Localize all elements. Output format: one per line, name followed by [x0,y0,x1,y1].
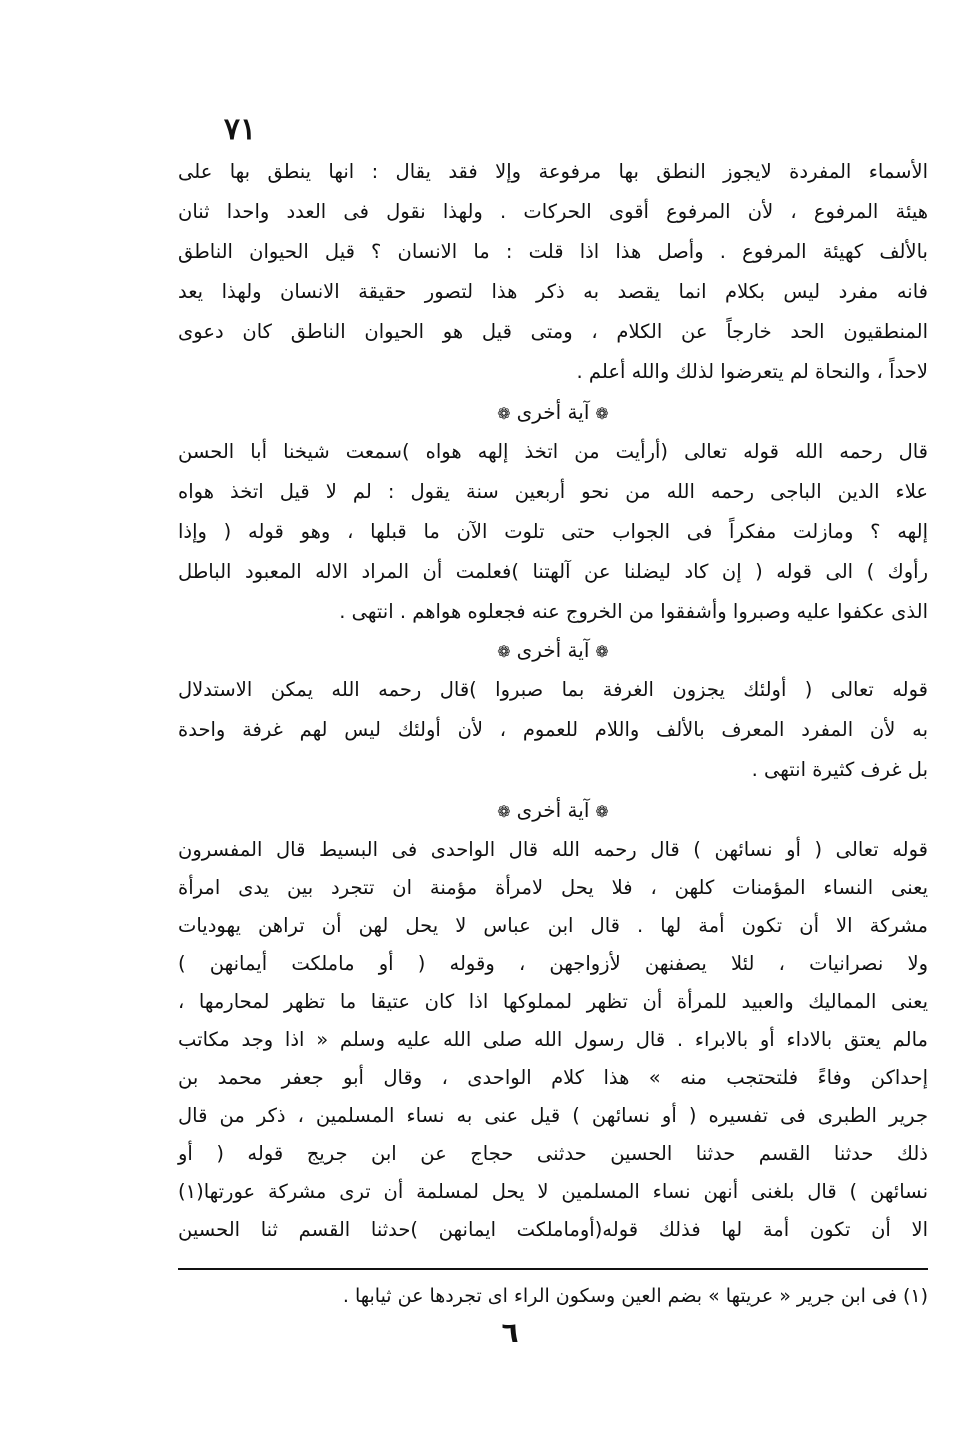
ornament-icon: ❁ [497,404,511,423]
ornament-icon: ❁ [497,802,511,821]
text-line: جرير الطبرى فى تفسيره ( أو نسائهن ) قيل عنى به نساء المسلمين ، ذكر من قال [178,1104,928,1127]
section-heading-label: آية أخرى [516,638,590,662]
text-line: قال رحمه الله قوله تعالى (أرأيت من اتخذ إلهه هواه )سمعت شيخنا أبا الحسن [178,440,928,463]
text-line: الا أن تكون أمة لها فذلك قوله(أوماملكت ايمانهن )حدثنا القسم ثنا الحسين [178,1218,928,1241]
text-line: قوله تعالى ( أو نسائهن ) قال رحمه الله قال الواحدى فى البسيط قال المفسرون [178,838,928,861]
text-line: قوله تعالى ( أولئك يجزون الغرفة بما صبروا )قال رحمه الله يمكن الاستدلال [178,678,928,701]
ornament-icon: ❁ [497,642,511,661]
text-line: الأسماء المفردة لايجوز النطق بها مرفوعة وإلا فقد يقال : انها ينطق بها على [178,160,928,183]
section-heading-label: آية أخرى [516,400,590,424]
text-line: إلهه ؟ ومازلت مفكراً فى الجواب حتى تلوت الآن ما قبلها ، وهو قوله ( وإذا [178,520,928,543]
text-line: مشركة الا أن تكون أمة لها . قال ابن عباس لا يحل لهن أن تراهن يهوديات [178,914,928,937]
text-line: لاحداً ، والنحاة لم يتعرضوا لذلك والله أعلم . [576,360,928,383]
section-heading [178,392,928,432]
text-line: مالم يعتق بالاداء أو بالابراء . قال رسول الله صلى الله عليه وسلم « اذا وجد مكاتب [178,1028,928,1051]
text-line: علاء الدين الباجى رحمه الله من نحو أربعين سنة يقول : لم لا قيل اتخذ هواه [178,480,928,503]
text-line: فانه مفرد ليس بكلام انما يقصد به ذكر هذا لتصور حقيقة الانسان ولهذا يعد [178,280,928,303]
text-line: ولا نصرانيات ، لئلا يصفنهن لأزواجهن ، وقوله ( أو ماملكت أيمانهن ) [178,952,928,975]
section-heading [178,790,928,830]
section-heading-label: آية أخرى [516,798,590,822]
text-line: الذى عكفوا عليه وصبروا وأشفقوا من الخروج عنه فجعلوه هواهم . انتهى . [339,600,928,623]
text-line: يعنى النساء المؤمنات كلهن ، فلا يحل لامرأة مؤمنة ان تتجرد بين يدى امرأة [178,876,928,899]
footnote: (١) فى ابن جرير « عريتها » بضم العين وسكون الراء اى تجردها عن ثيابها . [342,1285,928,1307]
footnote-divider [178,1268,928,1270]
text-line: نسائهن ) قال بلغنى أنهن نساء المسلمين لا يحل لمسلمة أن ترى مشركة عورتها(١) [178,1180,928,1203]
text-line: هيئة المرفوع ، لأن المرفوع أقوى الحركات . ولهذا نقول فى العدد واحدا ثنان [178,200,928,223]
text-line: به لأن المفرد المعرف بالألف واللام للعموم ، لأن أولئك ليس لهم غرفة واحدة [178,718,928,741]
section-heading [178,630,928,670]
ornament-icon: ❁ [595,642,609,661]
text-line: ذلك حدثنا القسم حدثنا الحسين حدثنى حجاج عن ابن جريج قوله ( أو [178,1142,928,1165]
page-number: ٧١ [223,112,257,147]
text-line: بالألف كهيئة المرفوع . وأصل هذا اذا قلت : ما الانسان ؟ قيل الحيوان الناطق [178,240,928,263]
text-line: يعنى المماليك والعبيد للمرأة أن تظهر لمملوكها اذا كان عتيقا ما تظهر لمحارمها ، [178,990,928,1013]
text-line: إحداكن وفاءً فلتحتجب منه » هذا كلام الواحدى ، وقال أبو جعفر محمد بن [178,1066,928,1089]
signature-mark: ٦ [501,1316,519,1349]
ornament-icon: ❁ [595,404,609,423]
text-line: المنطقيون الحد خارجاً عن الكلام ، ومتى قيل هو الحيوان الناطق كان دعوى [178,320,928,343]
text-line: بل غرف كثيرة انتهى . [751,758,928,781]
ornament-icon: ❁ [595,802,609,821]
text-line: رأوك ) الى قوله ( إن كاد ليضلنا عن آلهتنا )فعلمت أن المراد الاله المعبود الباطل [178,560,928,583]
